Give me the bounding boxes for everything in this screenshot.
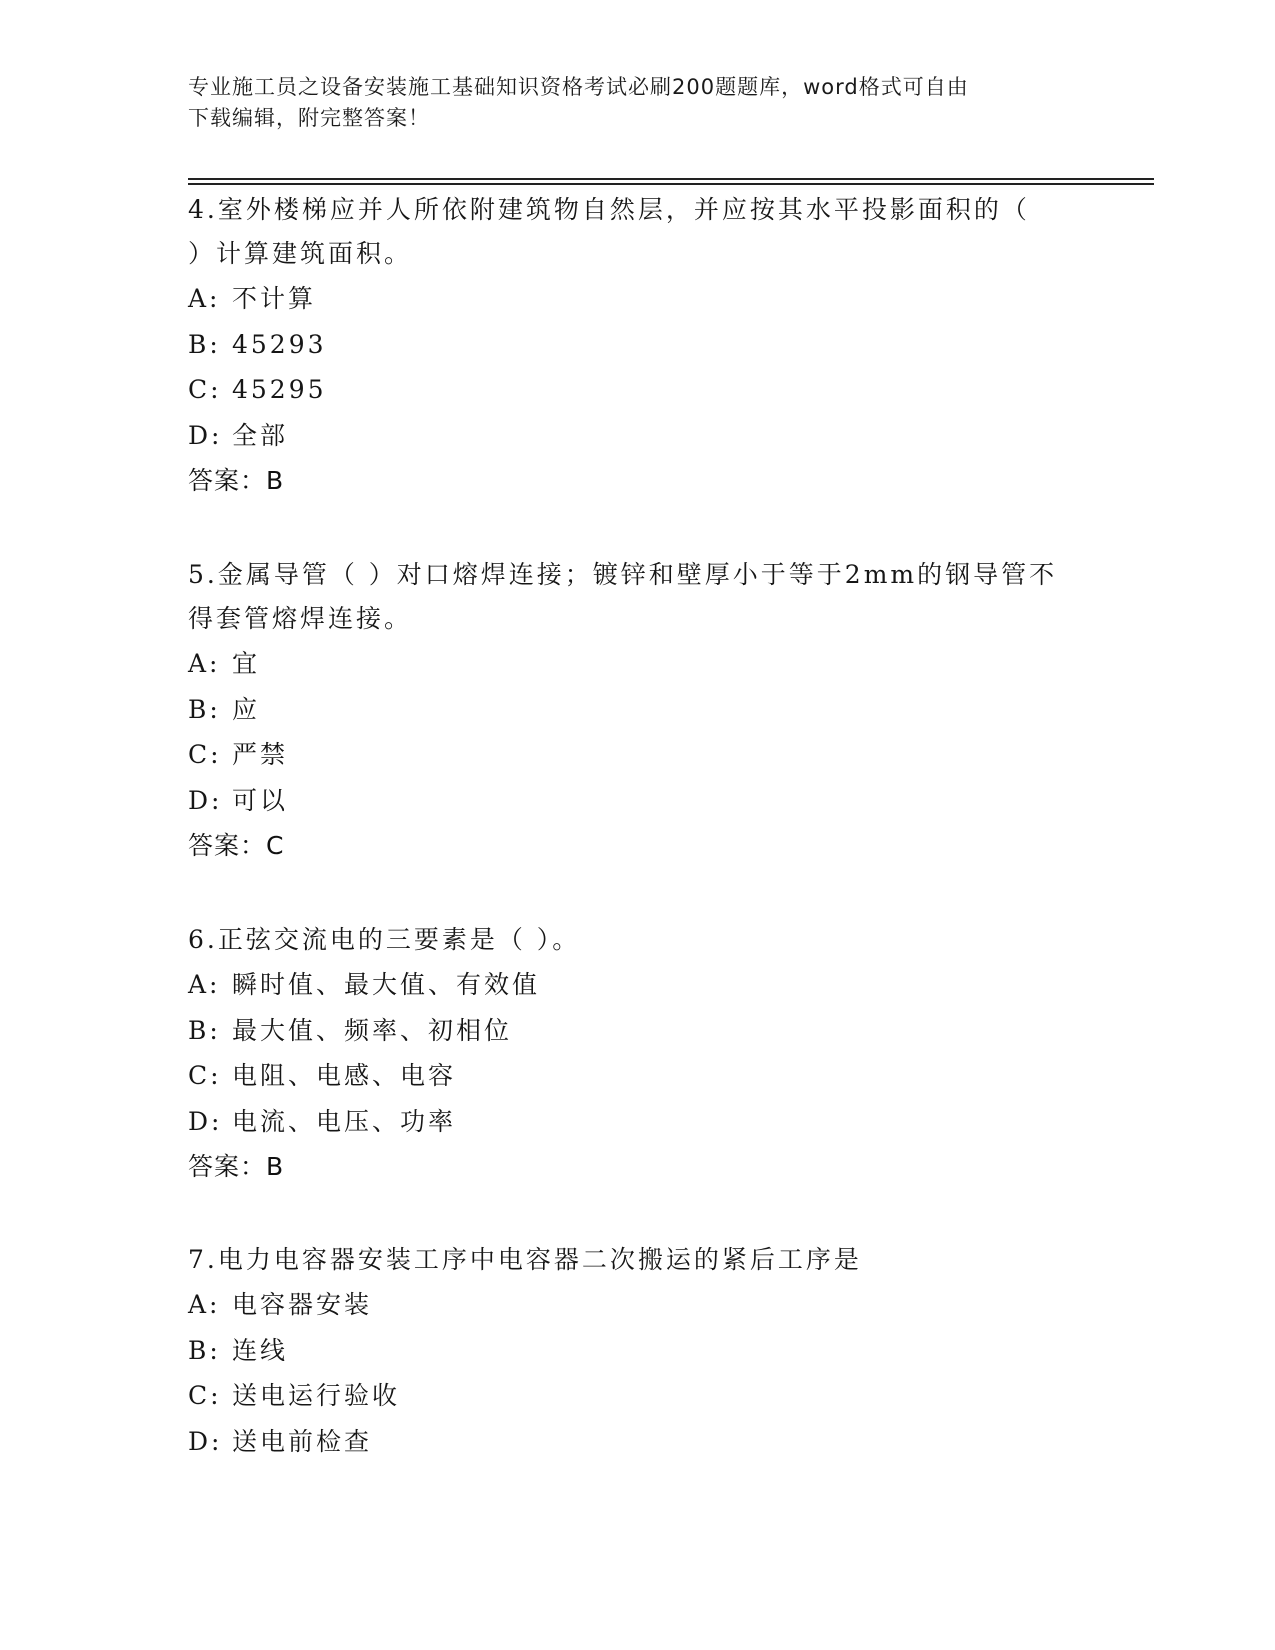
option-d	[188, 778, 1088, 824]
option-b	[188, 1328, 1088, 1374]
answer-line: 答案：B	[188, 466, 285, 495]
option-key: A:	[188, 1290, 221, 1319]
option-c	[188, 1053, 1088, 1099]
option-b	[188, 1008, 1088, 1054]
option-d	[188, 1099, 1088, 1145]
header-divider-top	[188, 178, 1154, 180]
question-stem-line: 5.金属导管（ ）对口熔焊连接；镀锌和壁厚小于等于2mm的钢导管不	[188, 560, 1058, 589]
option-b	[188, 687, 1088, 733]
question-stem-line: 7.电力电容器安装工序中电容器二次搬运的紧后工序是	[188, 1245, 862, 1274]
question-7	[188, 1238, 1088, 1464]
option-key: B:	[188, 329, 221, 359]
option-text: 45295	[232, 375, 327, 404]
option-c	[188, 367, 1088, 413]
option-text: 可以	[232, 785, 289, 815]
option-text: 严禁	[232, 740, 289, 769]
option-a	[188, 1282, 1088, 1328]
option-a	[188, 276, 1088, 322]
option-d	[188, 1419, 1088, 1465]
option-key: D:	[188, 785, 223, 815]
option-key: C:	[188, 1381, 222, 1410]
option-d	[188, 413, 1088, 459]
option-key: D:	[188, 420, 223, 450]
option-a	[188, 962, 1088, 1008]
option-c	[188, 1373, 1088, 1419]
option-a	[188, 641, 1088, 687]
answer-line: 答案：C	[188, 831, 285, 860]
option-text: 连线	[232, 1335, 289, 1365]
answer-line: 答案：B	[188, 1152, 285, 1181]
question-stem-line: 4.室外楼梯应并人所依附建筑物自然层，并应按其水平投影面积的（	[188, 195, 1030, 224]
question-5	[188, 553, 1088, 868]
option-text: 不计算	[232, 284, 317, 313]
option-text: 瞬时值、最大值、有效值	[232, 970, 541, 999]
option-text: 送电运行验收	[232, 1381, 401, 1410]
option-key: A:	[188, 284, 221, 313]
option-key: B:	[188, 1335, 221, 1365]
option-key: B:	[188, 694, 221, 724]
option-text: 宜	[232, 649, 261, 678]
header-line-1: 专业施工员之设备安装施工基础知识资格考试必刷200题题库，word格式可自由	[188, 75, 969, 99]
option-key: D:	[188, 1106, 223, 1136]
header-divider-bottom	[188, 183, 1154, 185]
option-c	[188, 732, 1088, 778]
question-stem-line: ）计算建筑面积。	[188, 239, 413, 268]
option-key: C:	[188, 375, 222, 404]
option-key: C:	[188, 740, 222, 769]
document-header	[188, 72, 1068, 134]
option-key: B:	[188, 1015, 221, 1045]
option-key: A:	[188, 970, 221, 999]
option-text: 电容器安装	[232, 1290, 373, 1319]
option-text: 45293	[232, 329, 327, 359]
question-6	[188, 918, 1088, 1189]
option-key: D:	[188, 1426, 223, 1456]
option-text: 送电前检查	[232, 1426, 373, 1456]
option-key: C:	[188, 1061, 222, 1090]
option-text: 最大值、频率、初相位	[232, 1015, 513, 1045]
question-4	[188, 188, 1088, 503]
option-text: 应	[232, 694, 261, 724]
question-stem-line: 得套管熔焊连接。	[188, 604, 413, 633]
option-key: A:	[188, 649, 221, 678]
option-b	[188, 322, 1088, 368]
option-text: 全部	[232, 420, 289, 450]
option-text: 电流、电压、功率	[232, 1106, 457, 1136]
header-line-2: 下载编辑，附完整答案！	[188, 106, 430, 130]
question-stem-line: 6.正弦交流电的三要素是（ ）。	[188, 925, 581, 954]
option-text: 电阻、电感、电容	[232, 1061, 457, 1090]
